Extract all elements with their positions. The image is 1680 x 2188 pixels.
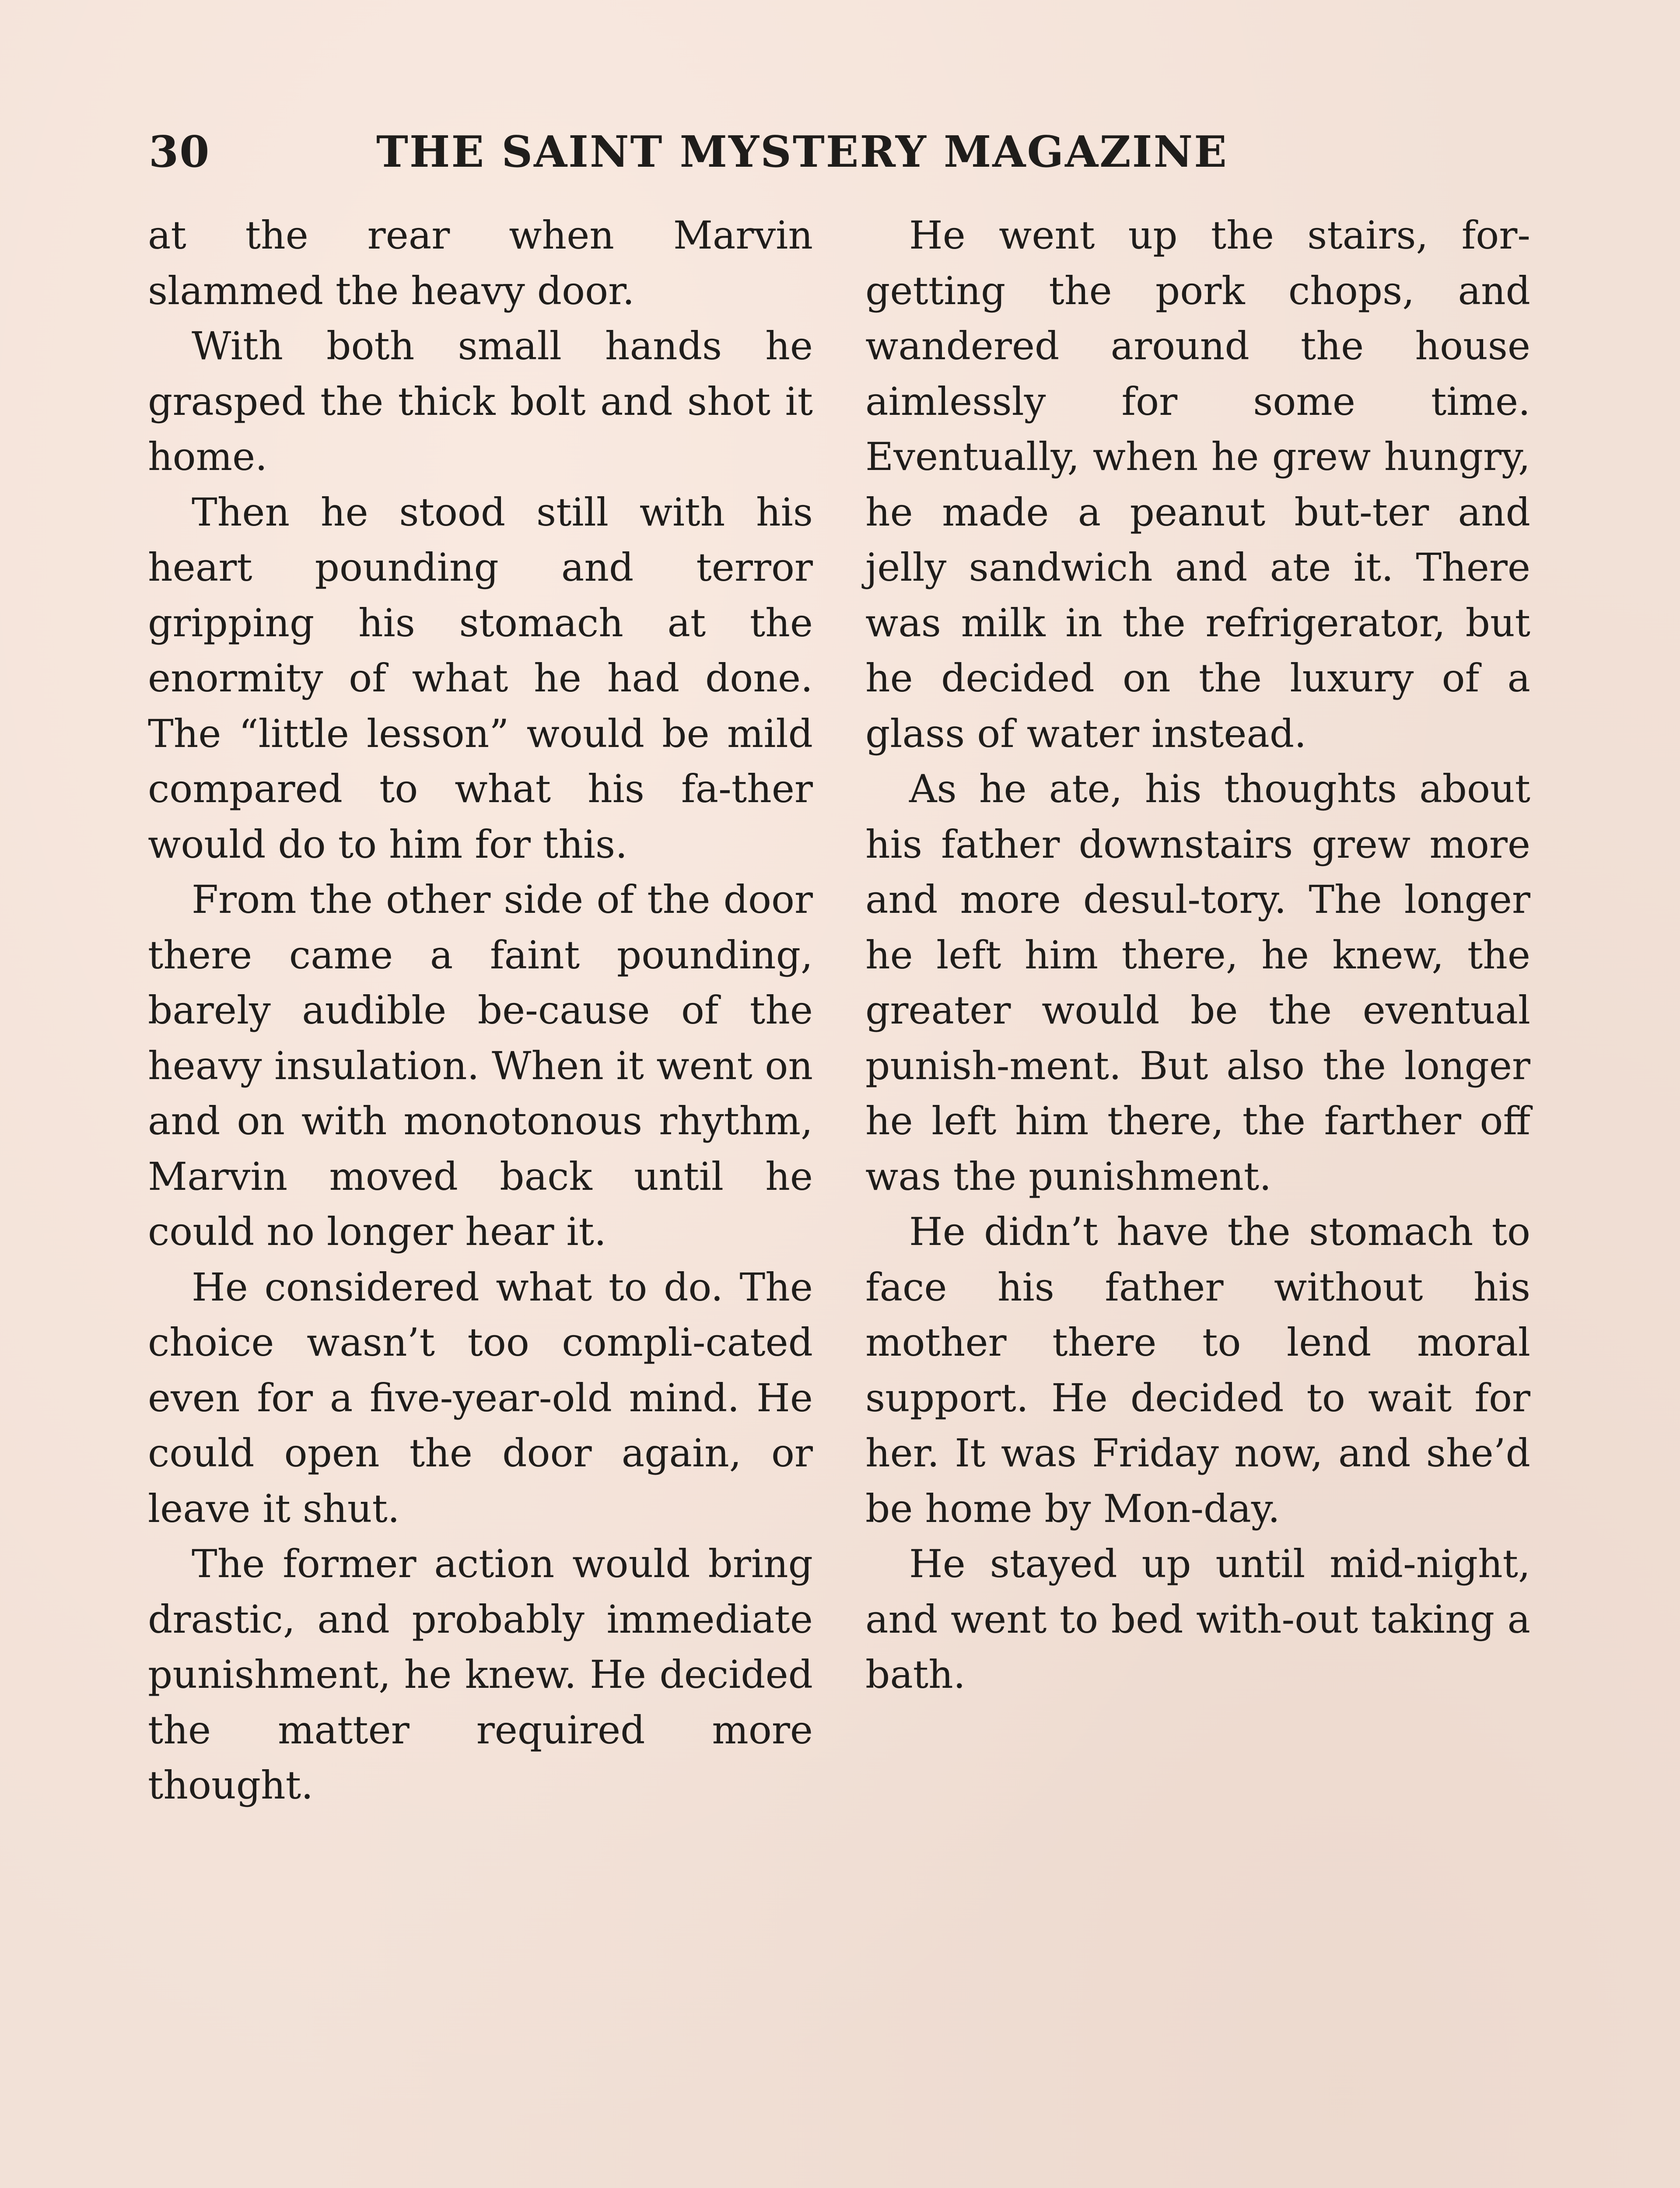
right-text-column bbox=[865, 208, 1530, 1703]
page-header bbox=[149, 127, 1540, 188]
paragraph: With both small hands he grasped the thick bolt and shot it home. bbox=[148, 323, 813, 479]
page-number: 30 bbox=[149, 127, 210, 177]
paragraph: As he ate, his thoughts about his father downstairs grew more and more desul-tory. The longer he left him there, he knew, the greater would be the eventual punish-ment. But also the longer he left him there, the farther off was the punishment. bbox=[865, 766, 1530, 1199]
paragraph: Then he stood still with his heart pounding and terror gripping his stomach at the enormity of what he had done. The “little lesson” would be mild compared to what his fa-ther would do to him for this. bbox=[148, 489, 813, 867]
paragraph: He considered what to do. The choice wasn’t too compli-cated even for a five-year-old mind. He could open the door again, or leave it shut. bbox=[148, 1264, 813, 1531]
paragraph: He went up the stairs, for-getting the pork chops, and wandered around the house aimlessly for some time. Eventually, when he grew hungry, he made a peanut but-ter and jelly sandwich and ate it. There was milk in the refrigerator, but he decided on the luxury of a glass of water instead. bbox=[865, 213, 1530, 756]
paragraph: He stayed up until mid-night, and went to bed with-out taking a bath. bbox=[865, 1541, 1530, 1697]
paragraph: at the rear when Marvin slammed the heavy door. bbox=[148, 213, 813, 313]
paragraph: The former action would bring drastic, and probably immediate punishment, he knew. He decided the matter required more thought. bbox=[148, 1541, 813, 1808]
running-head-title: THE SAINT MYSTERY MAGAZINE bbox=[376, 127, 1228, 177]
paragraph: He didn’t have the stomach to face his father without his mother there to lend moral support. He decided to wait for her. It was Friday now, and she’d be home by Mon-day. bbox=[865, 1209, 1530, 1531]
left-text-column bbox=[148, 208, 813, 1813]
paragraph: From the other side of the door there came a faint pounding, barely audible be-cause of the heavy insulation. When it went on and on with monotonous rhythm, Marvin moved back until he could no longer hear it. bbox=[148, 877, 813, 1254]
